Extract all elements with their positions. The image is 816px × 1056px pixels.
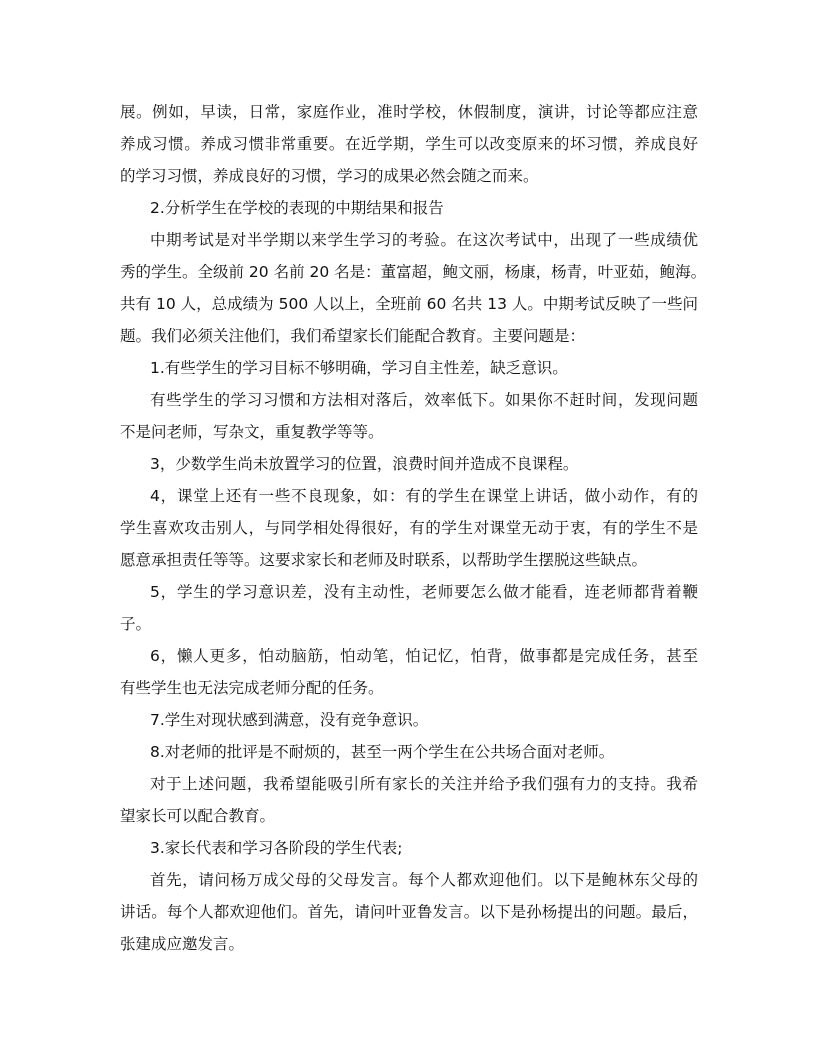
section-heading: 3.家长代表和学习各阶段的学生代表; — [150, 839, 403, 857]
list-item: 4，课堂上还有一些不良现象，如：有的学生在课堂上讲话，做小动作，有的 — [150, 487, 698, 505]
list-item: 6，懒人更多，怕动脑筋，怕动笔，怕记忆，怕背，做事都是完成任务，甚至 — [150, 647, 698, 665]
text-line: 子。 — [120, 615, 152, 633]
text-line: 望家长可以配合教育。 — [120, 807, 276, 825]
list-item: 8.对老师的批评是不耐烦的，甚至一两个学生在公共场合面对老师。 — [150, 743, 615, 761]
text-line: 首先，请问杨万成父母的父母发言。每个人都欢迎他们。以下是鲍林东父母的 — [150, 871, 698, 889]
list-item: 3，少数学生尚未放置学习的位置，浪费时间并造成不良课程。 — [150, 455, 579, 473]
text-line: 讲话。每个人都欢迎他们。首先，请问叶亚鲁发言。以下是孙杨提出的问题。最后， — [120, 903, 698, 921]
text-line: 秀的学生。全级前 20 名前 20 名是：董富超，鲍文丽，杨康，杨青，叶亚茹，鲍海。 — [120, 263, 707, 281]
text-line: 展。例如，早读，日常，家庭作业，准时学校，休假制度，演讲，讨论等都应注意 — [120, 103, 698, 121]
text-line: 愿意承担责任等等。这要求家长和老师及时联系，以帮助学生摆脱这些缺点。 — [120, 551, 648, 569]
list-item: 7.学生对现状感到满意，没有竞争意识。 — [150, 711, 429, 729]
text-line: 学生喜欢攻击别人，与同学相处得很好，有的学生对课堂无动于衷，有的学生不是 — [120, 519, 698, 537]
text-line: 对于上述问题，我希望能吸引所有家长的关注并给予我们强有力的支持。我希 — [150, 775, 698, 793]
text-line: 养成习惯。养成习惯非常重要。在近学期，学生可以改变原来的坏习惯，养成良好 — [120, 135, 698, 153]
text-line: 张建成应邀发言。 — [120, 935, 245, 953]
section-heading: 2.分析学生在学校的表现的中期结果和报告 — [150, 199, 444, 217]
text-line: 题。我们必须关注他们，我们希望家长们能配合教育。主要问题是： — [120, 327, 586, 345]
text-line: 不是问老师，写杂文，重复教学等等。 — [120, 423, 384, 441]
text-line: 的学习习惯，养成良好的习惯，学习的成果必然会随之而来。 — [120, 167, 539, 185]
text-line: 有些学生也无法完成老师分配的任务。 — [120, 679, 384, 697]
list-item: 1.有些学生的学习目标不够明确，学习自主性差，缺乏意识。 — [150, 359, 568, 377]
text-line: 共有 10 人，总成绩为 500 人以上，全班前 60 名共 13 人。中期考试反映了一些问 — [120, 295, 698, 313]
text-line: 中期考试是对半学期以来学生学习的考验。在这次考试中，出现了一些成绩优 — [150, 231, 698, 249]
text-line: 有些学生的学习习惯和方法相对落后，效率低下。如果你不赶时间，发现问题 — [150, 391, 698, 409]
list-item: 5，学生的学习意识差，没有主动性，老师要怎么做才能看，连老师都背着鞭 — [150, 583, 698, 601]
